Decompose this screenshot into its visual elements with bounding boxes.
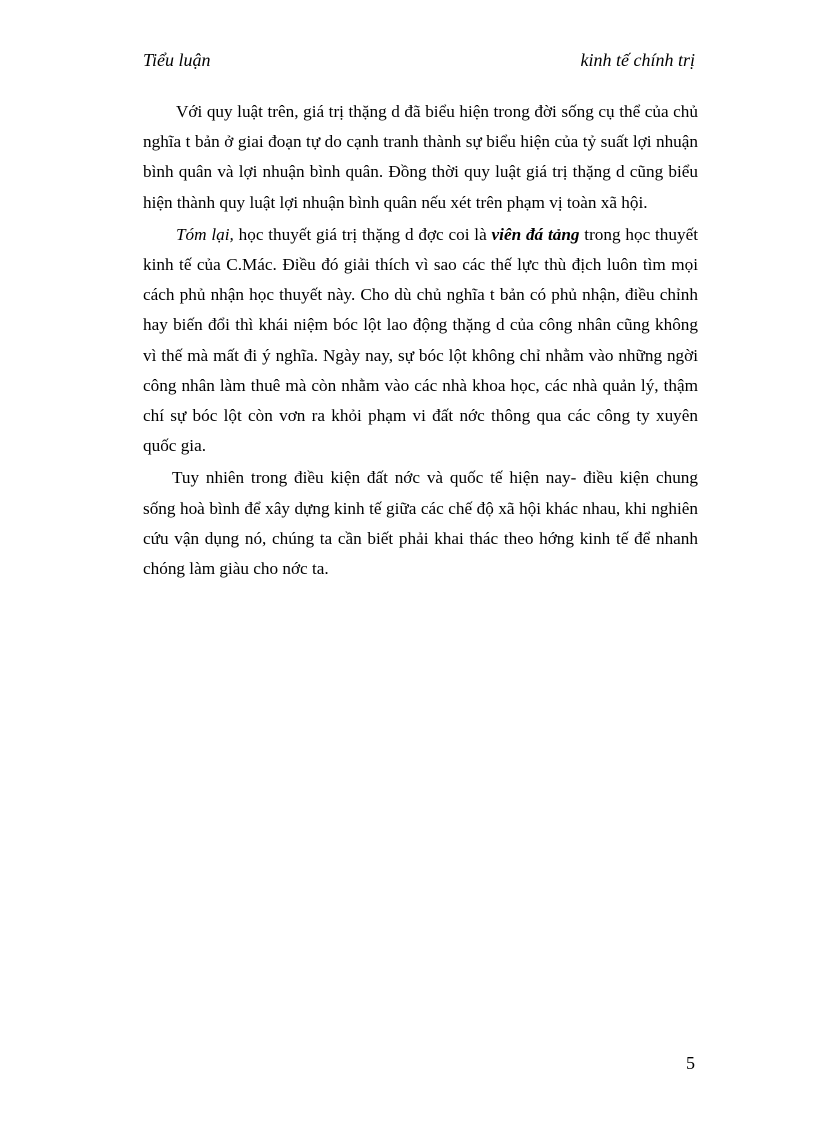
document-body [143, 97, 698, 584]
paragraph-3: Tuy nhiên trong điều kiện đất nớc và quốc tế hiện nay- điều kiện chung sống hoà bình để xây dựng kinh tế giữa các chế độ xã hội khác nhau, khi nghiên cứu vận dụng nó, chúng ta cần biết phải khai thác theo hớng kinh tế để nhanh chóng làm giàu cho nớc ta. [143, 468, 698, 579]
paragraph-2-lead: Tóm lại, [176, 224, 234, 244]
header-left-title: Tiểu luận [143, 50, 211, 70]
paragraph-2-emphasis: viên đá tảng [491, 224, 580, 244]
paragraph-2-text-1: học thuyết giá trị thặng d đợc coi là [233, 224, 492, 244]
paragraph-1: Với quy luật trên, giá trị thặng d đã biểu hiện trong đời sống cụ thể của chủ nghĩa t bản ở giai đoạn tự do cạnh tranh thành sự biểu hiện của tỷ suất lợi nhuận bình quân và lợi nhuận bình quân. Đồng thời quy luật giá trị thặng d cũng biểu hiện thành quy luật lợi nhuận bình quân nếu xét trên phạm vị toàn xã hội. [143, 102, 698, 212]
header-right-title: kinh tế chính trị [580, 50, 695, 70]
page-number: 5 [686, 1053, 695, 1073]
paragraph-2-text-2: trong học thuyết kinh tế của C.Mác. Điều đó giải thích vì sao các thế lực thù địch luôn tìm mọi cách phủ nhận học thuyết này. Cho dù chủ nghĩa t bản có phủ nhận, điều chỉnh hay biến đổi thì khái niệm bóc lột lao động thặng d của công nhân cũng không vì thế mà mất đi ý nghĩa. Ngày nay, sự bóc lột không chỉ nhằm vào những ngời công nhân làm thuê mà còn nhằm vào các nhà khoa học, các nhà quản lý, thậm chí sự bóc lột còn vơn ra khỏi phạm vi đất nớc thông qua các công ty xuyên quốc gia. [143, 224, 698, 456]
paragraph-2 [143, 220, 698, 462]
